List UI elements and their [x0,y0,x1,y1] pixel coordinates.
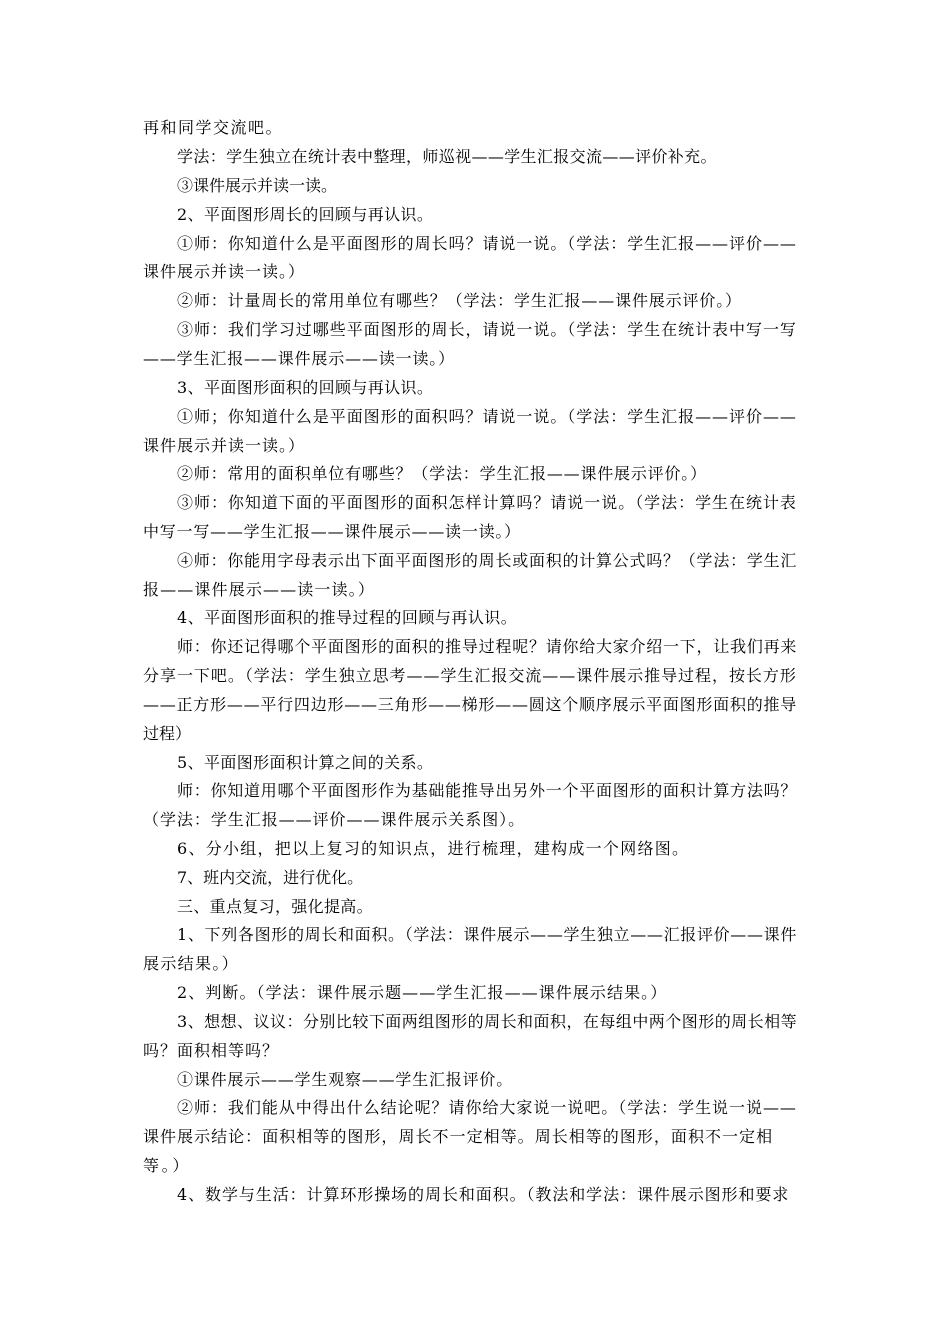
section-heading: 2、平面图形周长的回顾与再认识。 [177,205,434,224]
section-heading: 6、分小组，把以上复习的知识点，进行梳理，建构成一个网络图。 [177,839,690,858]
text-line: ——学生汇报——课件展示——读一读。） [143,349,455,368]
text-line: 再和同学交流吧。 [143,118,284,137]
text-line: 3、想想、议议：分别比较下面两组图形的周长和面积，在每组中两个图形的周长相等 [177,1012,798,1031]
text-line: ①师：你知道什么是平面图形的周长吗？请说一说。（学法：学生汇报——评价—— [177,234,797,253]
text-line: ①课件展示——学生观察——学生汇报评价。 [177,1070,514,1089]
text-line: ③师：我们学习过哪些平面图形的周长，请说一说。（学法：学生在统计表中写一写 [177,320,797,339]
section-heading: 三、重点复习，强化提高。 [177,897,373,916]
section-heading: 4、数学与生活：计算环形操场的周长和面积。（教法和学法：课件展示图形和要求 [177,1185,790,1204]
text-line: 展示结果。） [143,954,239,973]
section-heading: 5、平面图形面积计算之间的关系。 [177,753,434,772]
text-line: 课件展示并读一读。） [143,436,306,455]
text-line: ——正方形——平行四边形——三角形——梯形——圆这个顺序展示平面图形面积的推导 [143,695,798,714]
text-line: 1、下列各图形的周长和面积。（学法：课件展示——学生独立——汇报评价——课件 [177,925,798,944]
text-line: 分享一下吧。（学法：学生独立思考——学生汇报交流——课件展示推导过程，按长方形 [143,666,797,685]
text-line: 师：你还记得哪个平面图形的面积的推导过程呢？请你给大家介绍一下，让我们再来 [177,637,798,656]
section-heading: 3、平面图形面积的回顾与再认识。 [177,378,434,397]
text-line: 报——课件展示——读一读。） [143,580,375,599]
section-heading: 2、判断。（学法：课件展示题——学生汇报——课件展示结果。） [177,983,668,1002]
text-line: ③课件展示并读一读。 [177,176,338,195]
text-line: 中写一写——学生汇报——课件展示——读一读。） [143,522,521,541]
text-line: ②师：我们能从中得出什么结论呢？请你给大家说一说吧。（学法：学生说一说—— [177,1098,797,1117]
text-line: 课件展示结论：面积相等的图形，周长不一定相等。周长相等的图形，面积不一定相 [143,1127,774,1146]
section-heading: 7、班内交流，进行优化。 [177,868,364,887]
text-line: （学法：学生汇报——评价——课件展示关系图）。 [143,810,526,829]
section-heading: 4、平面图形面积的推导过程的回顾与再认识。 [177,608,518,627]
text-line: 等。） [143,1156,192,1175]
text-line: ①师；你知道什么是平面图形的面积吗？请说一说。（学法：学生汇报——评价—— [177,407,797,426]
text-line: 师：你知道用哪个平面图形作为基础能推导出另外一个平面图形的面积计算方法吗？ [177,781,798,800]
text-line: ②师：常用的面积单位有哪些？（学法：学生汇报——课件展示评价。） [177,464,707,483]
text-line: 课件展示并读一读。） [143,262,306,281]
text-line: 吗？面积相等吗？ [143,1041,280,1060]
text-line: 学法：学生独立在统计表中整理，师巡视——学生汇报交流——评价补充。 [177,147,717,166]
text-line: ③师：你知道下面的平面图形的面积怎样计算吗？请说一说。（学法：学生在统计表 [177,493,797,512]
text-line: ②师：计量周长的常用单位有哪些？（学法：学生汇报——课件展示评价。） [177,291,742,310]
text-line: 过程） [143,724,192,743]
text-line: ④师：你能用字母表示出下面平面图形的周长或面积的计算公式吗？（学法：学生汇 [177,551,798,570]
